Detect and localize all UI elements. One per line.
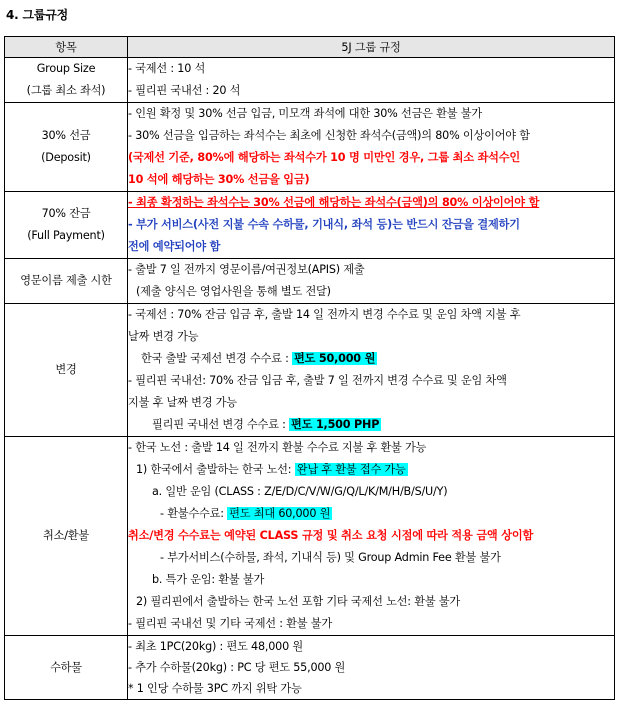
label-line: 영문이름 제출 시한 (20, 274, 112, 287)
label-name-submission (5, 259, 128, 304)
text-line: a. 일반 운임 (CLASS : Z/E/D/C/V/W/G/Q/L/K/M/H/B/S/U/Y) (152, 485, 448, 498)
fee-label: - 환불수수료: (160, 507, 224, 520)
label-change (5, 304, 128, 437)
label-group-size (5, 58, 128, 103)
text-line: - 한국 노선 : 출발 14 일 전까지 환불 수수료 지불 후 환불 가능 (128, 441, 427, 454)
content-full-payment (128, 192, 615, 259)
text-line (128, 414, 614, 436)
text-line: - 출발 7 일 전까지 영문이름/여권정보(APIS) 제출 (128, 263, 365, 276)
col-header-item: 항목 (5, 37, 128, 58)
label-baggage (5, 636, 128, 700)
text-line: - 필리핀 국내선: 70% 잔금 입금 후, 출발 7 일 전까지 변경 수수료 및 운임 차액 (128, 374, 507, 387)
label-full-payment (5, 192, 128, 259)
blue-notice-line: 전에 예약되어야 함 (128, 240, 221, 253)
label-line: 취소/환불 (43, 529, 89, 542)
group-rules-table (4, 36, 615, 700)
text-line (128, 348, 614, 370)
label-line: 70% 잔금 (41, 207, 91, 220)
red-underline-line: - 최종 확정하는 좌석수는 30% 선금에 해당하는 좌석수(금액)의 80% 이상이어야 함 (128, 196, 540, 209)
text-line: (제출 양식은 영업사원을 통해 별도 전달) (136, 285, 331, 298)
highlighted-fee: 편도 1,500 PHP (291, 418, 380, 431)
row-baggage (5, 636, 615, 700)
table-header-row (5, 37, 615, 58)
text-line: 날짜 변경 가능 (128, 330, 199, 343)
row-change (5, 304, 615, 437)
fee-label: 필리핀 국내선 변경 수수료 : (152, 418, 286, 431)
red-notice-line: 10 석에 해당하는 30% 선금을 입금) (128, 173, 310, 186)
text-line (128, 459, 614, 481)
fee-label: 한국 출발 국제선 변경 수수료 : (141, 352, 289, 365)
content-baggage (128, 636, 615, 700)
row-full-payment (5, 192, 615, 259)
blue-notice-line: - 부가 서비스(사전 지불 수속 수하물, 기내식, 좌석 등)는 반드시 잔금을 결제하기 (128, 218, 520, 231)
row-refund (5, 437, 615, 636)
text-line (128, 503, 614, 525)
red-notice-line: (국제선 기준, 80%에 해당하는 좌석수가 10 명 미만인 경우, 그룹 최소 좌석수인 (128, 151, 521, 164)
highlighted-fee: 편도 최대 60,000 원 (229, 507, 331, 520)
highlighted-condition: 완납 후 환불 접수 가능 (296, 463, 406, 476)
row-name-submission (5, 259, 615, 304)
section-heading: 4. 그룹규정 (6, 8, 69, 22)
text-line: - 필리핀 국내선 : 20 석 (128, 84, 241, 97)
label-line: (Full Payment) (27, 229, 105, 242)
text-line: - 추가 수하물(20kg) : PC 당 편도 55,000 원 (128, 661, 346, 674)
text-line: b. 특가 운임: 환불 불가 (152, 573, 265, 586)
red-notice-line: 취소/변경 수수료는 예약된 CLASS 규정 및 취소 요청 시점에 따라 적용 금액 상이함 (128, 529, 534, 542)
content-change (128, 304, 615, 437)
label-line: Group Size (36, 62, 96, 75)
label-line: 수하물 (50, 660, 82, 674)
content-group-size (128, 58, 615, 103)
text-line: - 30% 선금을 입금하는 좌석수는 최초에 신청한 좌석수(금액)의 80% 이상이어야 함 (128, 129, 530, 142)
text-line: - 필리핀 국내선 및 기타 국제선 : 환불 불가 (128, 617, 332, 630)
content-deposit (128, 103, 615, 192)
label-line: 30% 선금 (41, 129, 91, 142)
text-line: - 인원 확정 및 30% 선금 입금, 미모객 좌석에 대한 30% 선금은 환불 불가 (128, 107, 482, 120)
route-label: 1) 한국에서 출발하는 한국 노선: (136, 463, 292, 476)
text-line: - 부가서비스(수하물, 좌석, 기내식 등) 및 Group Admin Fee 환불 불가 (160, 551, 501, 564)
text-line: - 최초 1PC(20kg) : 편도 48,000 원 (128, 640, 303, 653)
content-refund (128, 437, 615, 636)
row-group-size (5, 58, 615, 103)
label-line: (Deposit) (41, 151, 91, 164)
text-line: 2) 필리핀에서 출발하는 한국 노선 포함 기타 국제선 노선: 환불 불가 (136, 595, 461, 608)
content-name-submission (128, 259, 615, 304)
col-header-rule: 5J 그룹 규정 (128, 37, 615, 58)
label-refund (5, 437, 128, 636)
text-line: - 국제선 : 70% 잔금 입금 후, 출발 14 일 전까지 변경 수수료 및 운임 차액 지불 후 (128, 308, 521, 321)
label-deposit (5, 103, 128, 192)
text-line: - 국제선 : 10 석 (128, 62, 206, 75)
highlighted-fee: 편도 50,000 원 (294, 352, 376, 365)
label-line: 변경 (55, 363, 77, 376)
text-line: * 1 인당 수하물 3PC 까지 위탁 가능 (128, 682, 302, 695)
text-line: 지불 후 날짜 변경 가능 (128, 396, 237, 409)
row-deposit (5, 103, 615, 192)
label-line: (그룹 최소 좌석) (26, 84, 106, 97)
